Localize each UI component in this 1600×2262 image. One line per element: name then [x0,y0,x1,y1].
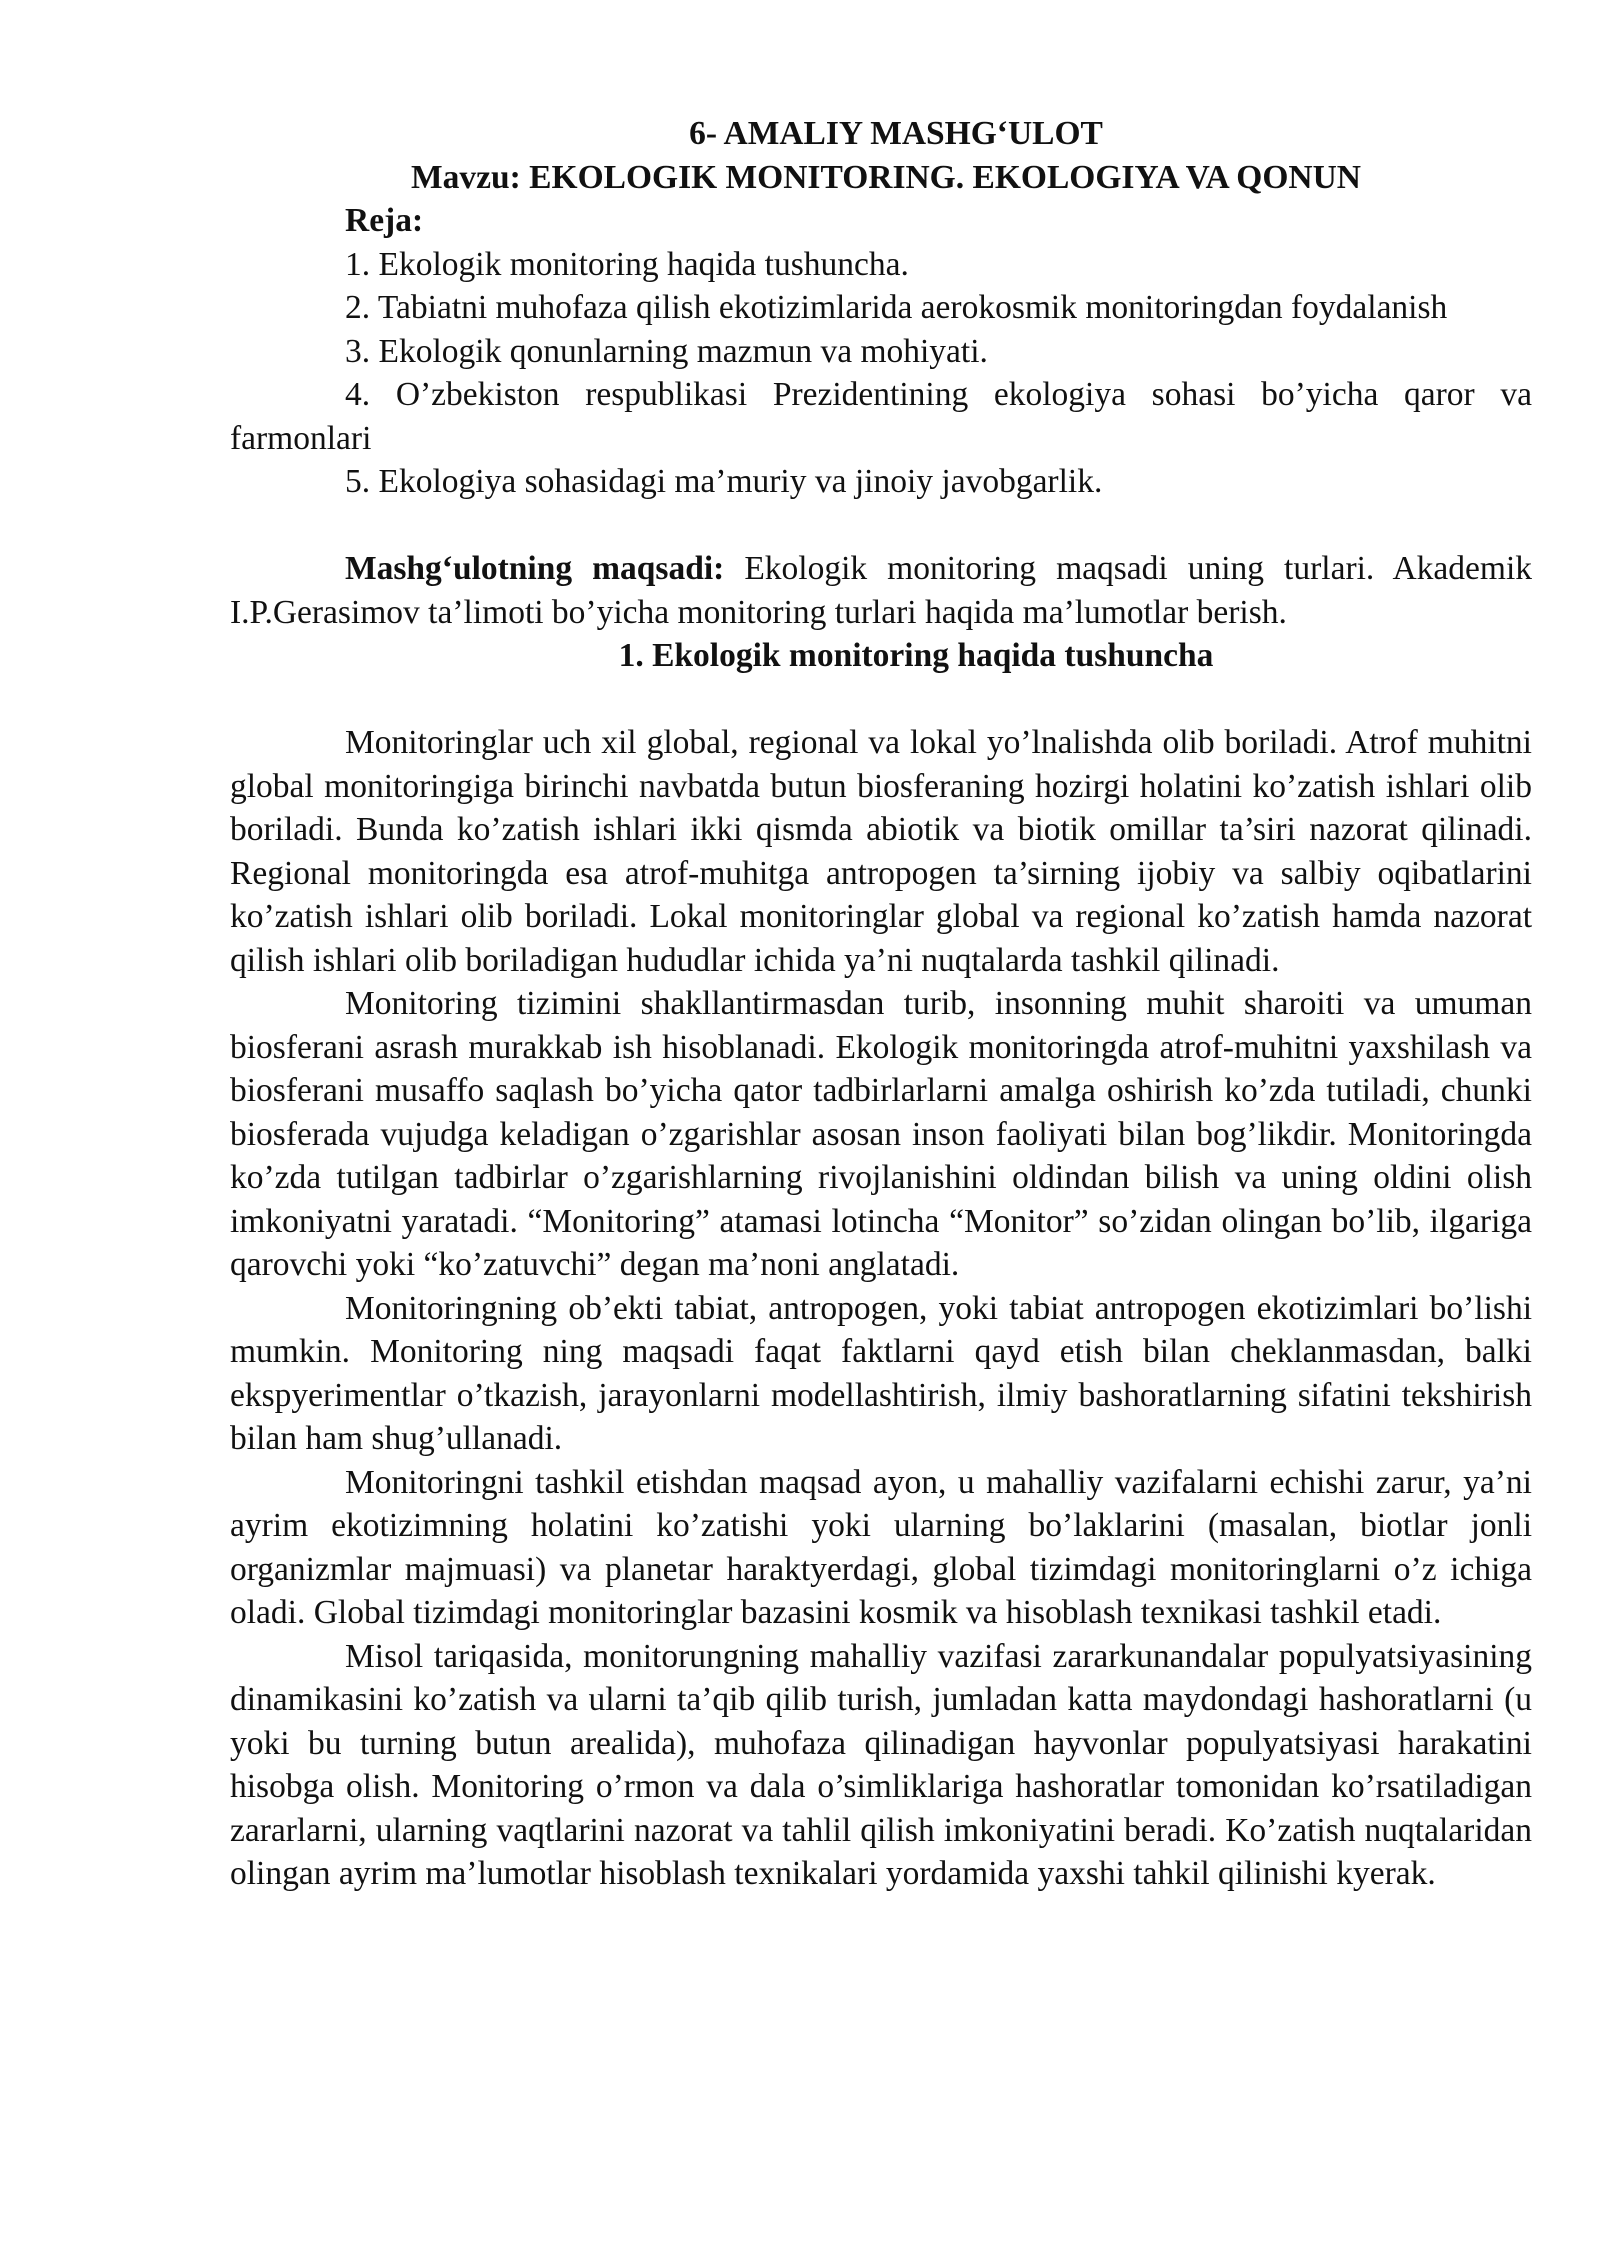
plan-item: 3. Ekologik qonunlarning mazmun va mohiyati. [345,332,988,370]
plan-list [230,243,1532,504]
body-paragraph: Monitoringning ob’ekti tabiat, antropogen, yoki tabiat antropogen ekotizimlari bo’lishi mumkin. Monitoring ning maqsadi faqat faktlarni qayd etish bilan cheklanmasdan, balki ekspyerimentlar o’tkazish, jarayonlarni modellashtirish, ilmiy bashoratlarning sifatini tekshirish bilan ham shug’ullanadi. [230,1289,1532,1457]
spacer [230,504,1532,548]
plan-item: 5. Ekologiya sohasidagi ma’muriy va jinoiy javobgarlik. [345,463,1103,500]
section-title: 1. Ekologik monitoring haqida tushuncha [618,637,1214,674]
document-title: 6- AMALIY MASHG‘ULOT [689,115,1103,152]
plan-item: 4. O’zbekiston respublikasi Prezidentining ekologiya sohasi bo’yicha qaror va farmonlari [230,376,1532,457]
document-topic: Mavzu: EKOLOGIK MONITORING. EKOLOGIYA VA QONUN [411,158,1361,196]
plan-item: 1. Ekologik monitoring haqida tushuncha. [345,245,909,283]
body-paragraph: Monitoring tizimini shakllantirmasdan turib, insonning muhit sharoiti va umuman biosferani asrash murakkab ish hisoblanadi. Ekologik monitoringda atrof-muhitni yaxshilash va biosferani musaffo saqlash bo’yicha qator tadbirlarlarni amalga oshirish ko’zda tutiladi, chunki biosferada vujudga keladigan o’zgarishlar asosan inson faoliyati bilan bog’likdir. Monitoringda ko’zda tutilgan tadbirlar o’zgarishlarning rivojlanishini oldindan bilish va uning oldini olish imkoniyatni yaratadi. “Monitoring” atamasi lotincha “Monitor” so’zidan olingan bo’lib, ilgariga qarovchi yoki “ko’zatuvchi” degan ma’noni anglatadi. [230,985,1532,1283]
body-paragraph: Misol tariqasida, monitorungning mahalliy vazifasi zararkunandalar populyatsiyasining dinamikasini ko’zatish va ularni ta’qib qilib turish, jumladan katta maydondagi hashoratlarni (u yoki bu turning butun arealida), muhofaza qilinadigan hayvonlar populyatsiyasi harakatini hisobga olish. Monitoring o’rmon va dala o’simliklariga hashoratlar tomonidan ko’rsatiladigan zararlarni, ularning vaqtlarini nazorat va tahlil qilish imkoniyatini beradi. Ko’zatish nuqtalaridan olingan ayrim ma’lumotlar hisoblash texnikalari yordamida yaxshi tahkil qilinishi kyerak. [230,1637,1532,1892]
goal-label: Mashg‘ulotning maqsadi: [345,550,725,587]
document-page [230,112,1532,1896]
spacer [230,678,1532,722]
plan-item: 2. Tabiatni muhofaza qilish ekotizimlarida aerokosmik monitoringdan foydalanish [345,289,1448,326]
body-paragraph: Monitoringlar uch xil global, regional va lokal yo’lnalishda olib boriladi. Atrof muhitni global monitoringiga birinchi navbatda butun biosferaning hozirgi holatini ko’zatish ishlari olib boriladi. Bunda ko’zatish ishlari ikki qismda abiotik va biotik omillar ta’siri nazorat qilinadi. Regional monitoringda esa atrof-muhitga antropogen ta’sirning ijobiy va salbiy oqibatlarini ko’zatish ishlari olib boriladi. Lokal monitoringlar global va regional ko’zatish hamda nazorat qilish ishlari olib boriladigan hududlar ichida ya’ni nuqtalarda tashkil qilinadi. [230,724,1532,979]
body-paragraph: Monitoringni tashkil etishdan maqsad ayon, u mahalliy vazifalarni echishi zarur, ya’ni ayrim ekotizimning holatini ko’zatishi yoki ularning bo’laklarini (masalan, biotlar jonli organizmlar majmuasi) va planetar haraktyerdagi, global tizimdagi monitoringlarni o’z ichiga oladi. Global tizimdagi monitoringlar bazasini kosmik va hisoblash texnikasi tashkil etadi. [230,1463,1532,1631]
plan-label: Reja: [345,202,424,239]
lesson-goal [230,547,1532,634]
goal-text: Ekologik monitoring maqsadi uning turlari. Akademik I.P.Gerasimov ta’limoti bo’yicha monitoring turlari haqida ma’lumotlar berish. [230,550,1533,631]
